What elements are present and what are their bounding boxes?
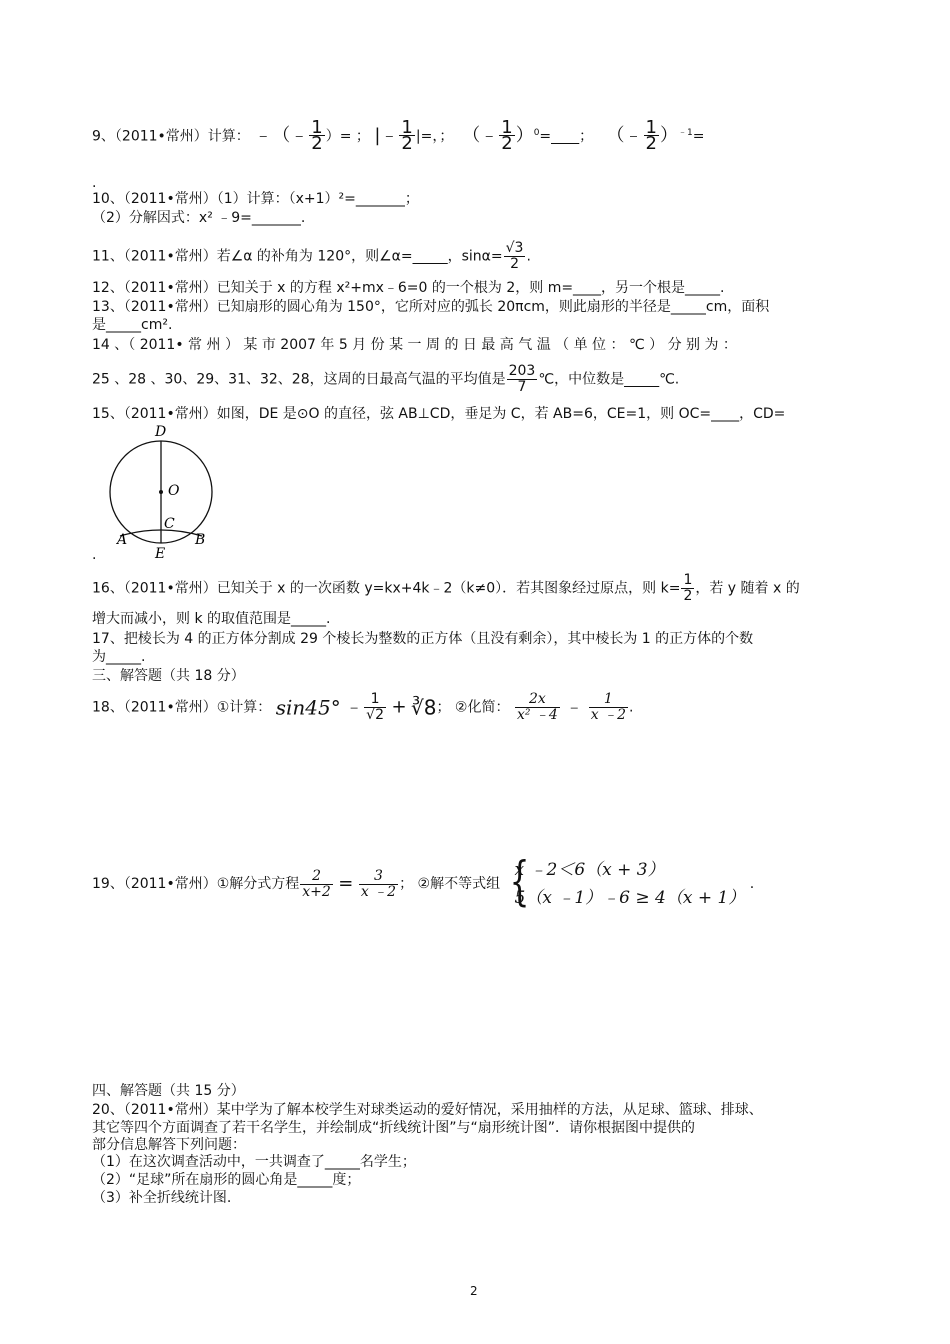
q16-text-a: 16、（2011•常州）已知关于 x 的一次函数 y=kx+4k﹣2（k≠0）．若其图象经过原点，则 k= <box>92 580 681 597</box>
q19-frac1: $\frac{2}{x+2}$ <box>302 867 331 900</box>
q9-part1: ﹣（﹣ $\frac{1}{2}$ <box>254 117 323 154</box>
q18-tail: . <box>628 699 634 716</box>
q20-line6: （3）补全折线统计图. <box>92 1190 232 1206</box>
q13-line2: 是_____cm². <box>92 317 173 333</box>
q9-part4: （﹣ $\frac{1}{2}$ ） <box>606 117 678 154</box>
q16-text-b: ，若 y 随着 x 的 <box>695 580 800 597</box>
q10-line1: 10、（2011•常州）（1）计算：（x+1）²=_______； <box>92 191 419 207</box>
label-d: D <box>155 424 167 440</box>
q9-half-1: $\frac{1}{2}$ <box>311 117 323 154</box>
q9-part2: |﹣ $\frac{1}{2}$ <box>374 117 413 154</box>
q11-tail: . <box>526 248 531 265</box>
label-a: A <box>117 532 128 548</box>
q9-half-2: $\frac{1}{2}$ <box>401 117 413 154</box>
label-e: E <box>155 546 166 562</box>
q20-line1: 20、（2011•常州）某中学为了解本校学生对球类运动的爱好情况，采用抽样的方法，从足球、篮球、排球、 <box>92 1102 763 1118</box>
q11-line <box>92 241 531 272</box>
q19-system <box>505 852 746 912</box>
q14-line2-b: ℃，中位数是_____℃. <box>538 371 680 388</box>
q9-part4-tail: = <box>692 128 705 145</box>
q9-part1-tail: ）= ； <box>325 128 370 145</box>
center-point <box>159 490 163 494</box>
q9-dot: . <box>92 175 97 191</box>
q11-text: 11、（2011•常州）若∠α 的补角为 120°，则∠α=_____，sinα= <box>92 248 503 265</box>
circle-figure <box>100 420 230 565</box>
q17-line1: 17、把棱长为 4 的正方体分割成 29 个棱长为整数的正方体（且没有剩余），其中棱长为 1 的正方体的个数 <box>92 631 754 647</box>
q19-eq: = <box>338 873 354 894</box>
q20-line5: （2）“足球”所在扇形的圆心角是_____度； <box>92 1172 361 1188</box>
q19-ineq2: 5（x ﹣1）﹣6 ≥ 4（x + 1） <box>514 888 746 908</box>
section3-heading: 三、解答题（共 18 分） <box>92 668 245 684</box>
q18-prefix: 18、（2011•常州）①计算： <box>92 699 272 716</box>
q18-mid: ； ②化简： <box>436 699 510 716</box>
q18-frac3: $\frac{1}{x ﹣2}$ <box>590 691 626 723</box>
q14-line2 <box>92 364 679 395</box>
q19-ineq1: x ﹣2＜6（x + 3） <box>514 860 665 880</box>
q15-line: 15、（2011•常州）如图，DE 是⊙O 的直径，弦 AB⊥CD，垂足为 C，若 AB=6，CE=1，则 OC=____，CD= <box>92 406 786 422</box>
q12-line: 12、（2011•常州）已知关于 x 的方程 x²+mx﹣6=0 的一个根为 2，则 m=____，另一个根是_____. <box>92 280 725 296</box>
section4-heading: 四、解答题（共 15 分） <box>92 1083 245 1099</box>
q19-prefix: 19、（2011•常州）①解分式方程 <box>92 876 300 892</box>
label-o: O <box>168 483 180 499</box>
brace-icon: { <box>509 852 530 912</box>
q16-line2: 增大而减小，则 k 的取值范围是_____. <box>92 611 331 627</box>
q16-line1 <box>92 573 800 604</box>
q9-part3: （﹣ $\frac{1}{2}$ ） <box>462 117 534 154</box>
q9-half-3: $\frac{1}{2}$ <box>501 117 513 154</box>
q15-dot: . <box>92 547 97 563</box>
q19-mid: ； ②解不等式组 <box>399 876 501 892</box>
q18-sin: sin45° <box>275 695 341 720</box>
q16-frac: $\frac{1}{2}$ <box>683 572 693 604</box>
q20-line2: 其它等四个方面调查了若干名学生，并绘制成“折线统计图”与“扇形统计图”．请你根据图中提供的 <box>92 1120 696 1136</box>
q19-tail: . <box>749 876 755 892</box>
q20-line3: 部分信息解答下列问题： <box>92 1137 246 1153</box>
q18-root: ∛8 <box>411 695 437 720</box>
q19-frac2: $\frac{3}{x ﹣2}$ <box>360 867 397 900</box>
q9-prefix: 9、（2011•常州）计算： <box>92 128 250 145</box>
q19-line <box>92 852 755 912</box>
q10-line2: （2）分解因式：x² ﹣9=_______. <box>92 210 306 226</box>
q18-frac2: $\frac{2x}{\text{x² ﹣4}}$ <box>516 691 558 723</box>
q14-line1: 14 、（ 2011• 常 州 ） 某 市 2007 年 5 月 份 某 一 周 的 日 最 高 气 温 （ 单 位 ： ℃ ） 分 别 为 ： <box>92 337 737 353</box>
label-b: B <box>195 532 206 548</box>
page-number: 2 <box>470 1284 478 1298</box>
q9-line <box>92 117 705 154</box>
q20-line4: （1）在这次调查活动中，一共调查了_____名学生； <box>92 1154 416 1170</box>
q18-line: 18、（2011•常州）①计算： sin45° ﹣ $\frac{1}{√2}$ + ∛8； ②化简： $\frac{2x}{\text{x² ﹣4}}$ ﹣ $\frac{1}{x ﹣2}$ . <box>92 691 634 723</box>
q9-exp-neg1: ﹣1 <box>677 127 693 138</box>
q9-part2-tail: |=，； <box>415 128 454 145</box>
q13-line1: 13、（2011•常州）已知扇形的圆心角为 150°，它所对应的弧长 20πcm，则此扇形的半径是_____cm，面积 <box>92 299 770 315</box>
q14-frac: $\frac{203}{7}$ <box>508 363 536 395</box>
q17-line2: 为_____. <box>92 649 146 665</box>
q9-half-4: $\frac{1}{2}$ <box>645 117 657 154</box>
q18-frac1: $\frac{1}{√2}$ <box>366 691 384 723</box>
label-c: C <box>164 516 175 532</box>
q14-line2-a: 25 、28 、30、29、31、32、28，这周的日最高气温的平均值是 <box>92 371 506 388</box>
q9-exp0: 0 <box>533 127 540 138</box>
q11-frac: $\frac{√3}{2}$ <box>505 240 524 272</box>
q9-part3-tail: =____； <box>539 128 594 145</box>
